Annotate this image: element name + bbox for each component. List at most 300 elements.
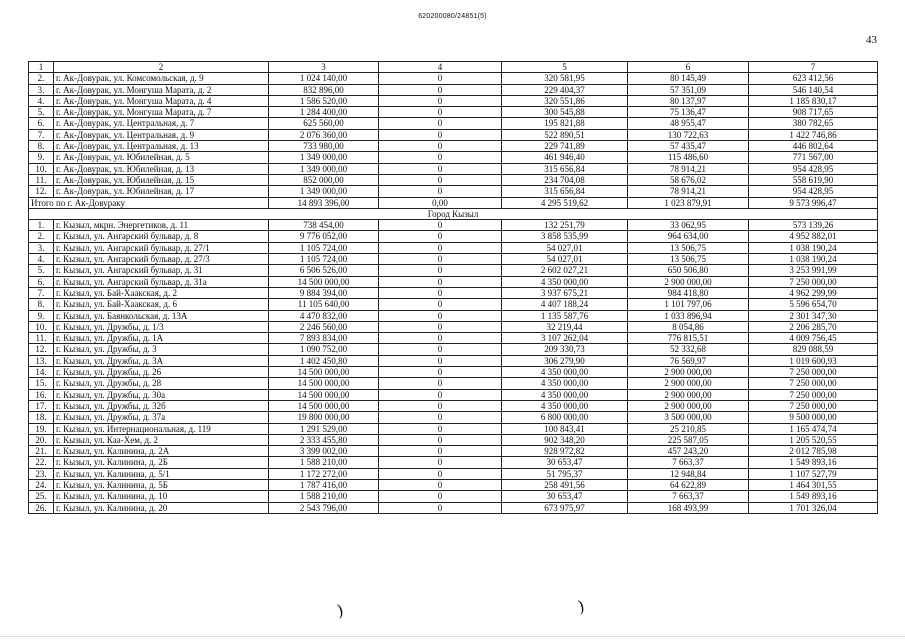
owners-funds-cell: 1 038 190,24 — [749, 254, 878, 265]
row-number-cell: 5. — [29, 107, 54, 118]
address-cell: г. Кызыл, ул. Калинина, д. 5/1 — [54, 468, 269, 479]
owners-funds-cell: 829 088,59 — [749, 344, 878, 355]
row-number-cell: 8. — [29, 299, 54, 310]
owners-funds-cell: 380 782,65 — [749, 118, 878, 129]
municipal-budget-cell: 168 493,99 — [628, 502, 749, 513]
address-cell: г. Ак-Довурак, ул. Юбилейная, д. 17 — [54, 186, 269, 197]
total-cost-cell: 2 246 560,00 — [269, 321, 379, 332]
owners-funds-cell: 1 549 893,16 — [749, 491, 878, 502]
row-number-cell: 20. — [29, 434, 54, 445]
municipal-budget-cell: 52 332,68 — [628, 344, 749, 355]
republic-budget-cell: 315 656,84 — [502, 163, 628, 174]
section-header-row — [29, 208, 878, 219]
republic-budget-cell: 229 404,37 — [502, 84, 628, 95]
republic-budget-cell: 6 800 000,00 — [502, 412, 628, 423]
table-row — [29, 152, 878, 163]
fund-cell: 0 — [379, 434, 502, 445]
row-number-cell: 21. — [29, 446, 54, 457]
municipal-budget-cell: 984 418,80 — [628, 287, 749, 298]
fund-cell: 0 — [379, 446, 502, 457]
total-cost-cell: 852 000,00 — [269, 174, 379, 185]
fund-cell: 0 — [379, 344, 502, 355]
republic-budget-cell: 54 027,01 — [502, 254, 628, 265]
total-cost-cell: 1 090 752,00 — [269, 344, 379, 355]
owners-funds-cell: 4 009 756,45 — [749, 333, 878, 344]
fund-cell: 0 — [379, 333, 502, 344]
republic-budget-cell: 4 407 188,24 — [502, 299, 628, 310]
table-row — [29, 479, 878, 490]
table-row — [29, 423, 878, 434]
municipal-budget-cell: 80 137,97 — [628, 95, 749, 106]
address-cell: г. Кызыл, ул. Ангарский бульвар, д. 31 — [54, 265, 269, 276]
owners-funds-cell: 954 428,95 — [749, 186, 878, 197]
municipal-budget-cell: 78 914,21 — [628, 163, 749, 174]
total-cost-cell: 1 284 400,00 — [269, 107, 379, 118]
row-number-cell: 7. — [29, 129, 54, 140]
fund-cell: 0 — [379, 310, 502, 321]
republic-budget-cell: 4 295 519,62 — [502, 197, 628, 208]
owners-funds-cell: 2 301 347,30 — [749, 310, 878, 321]
row-number-cell: 3. — [29, 242, 54, 253]
municipal-budget-cell: 1 033 896,94 — [628, 310, 749, 321]
address-cell: г. Кызыл, ул. Ангарский бульвар, д. 27/1 — [54, 242, 269, 253]
scan-edge — [0, 636, 905, 637]
address-cell: г. Кызыл, ул. Дружбы, д. 1А — [54, 333, 269, 344]
republic-budget-cell: 4 350 000,00 — [502, 378, 628, 389]
owners-funds-cell: 1 107 527,79 — [749, 468, 878, 479]
total-cost-cell: 1 105 724,00 — [269, 254, 379, 265]
row-number-cell: 12. — [29, 344, 54, 355]
row-number-cell: 23. — [29, 468, 54, 479]
address-cell: г. Ак-Довурак, ул. Монгуша Марата, д. 2 — [54, 84, 269, 95]
address-cell: г. Кызыл, ул. Калинина, д. 2А — [54, 446, 269, 457]
table-row — [29, 502, 878, 513]
fund-cell: 0 — [379, 378, 502, 389]
table-row — [29, 129, 878, 140]
table-row — [29, 73, 878, 84]
municipal-budget-cell: 650 506,80 — [628, 265, 749, 276]
fund-cell: 0 — [379, 265, 502, 276]
fund-cell: 0 — [379, 254, 502, 265]
fund-cell: 0 — [379, 84, 502, 95]
owners-funds-cell: 446 802,64 — [749, 141, 878, 152]
table-row — [29, 118, 878, 129]
owners-funds-cell: 558 619,90 — [749, 174, 878, 185]
total-cost-cell: 19 800 000,00 — [269, 412, 379, 423]
fund-cell: 0 — [379, 242, 502, 253]
table-row — [29, 141, 878, 152]
address-cell: г. Кызыл, ул. Дружбы, д. 37а — [54, 412, 269, 423]
republic-budget-cell: 522 890,51 — [502, 129, 628, 140]
owners-funds-cell: 623 412,56 — [749, 73, 878, 84]
owners-funds-cell: 4 952 882,01 — [749, 231, 878, 242]
row-number-cell: 11. — [29, 174, 54, 185]
municipal-budget-cell: 57 351,09 — [628, 84, 749, 95]
owners-funds-cell: 7 250 000,00 — [749, 276, 878, 287]
table-row — [29, 276, 878, 287]
row-number-cell: 7. — [29, 287, 54, 298]
row-number-cell: 2. — [29, 231, 54, 242]
address-cell: г. Ак-Довурак, ул. Юбилейная, д. 15 — [54, 174, 269, 185]
header-cell: 6 — [628, 62, 749, 73]
table-row — [29, 84, 878, 95]
republic-budget-cell: 4 350 000,00 — [502, 400, 628, 411]
total-cost-cell: 9 776 052,00 — [269, 231, 379, 242]
republic-budget-cell: 320 581,95 — [502, 73, 628, 84]
owners-funds-cell: 954 428,95 — [749, 163, 878, 174]
republic-budget-cell: 4 350 000,00 — [502, 276, 628, 287]
data-table — [28, 61, 878, 514]
row-number-cell: 12. — [29, 186, 54, 197]
fund-cell: 0 — [379, 423, 502, 434]
row-number-cell: 22. — [29, 457, 54, 468]
total-cost-cell: 2 076 360,00 — [269, 129, 379, 140]
fund-cell: 0 — [379, 502, 502, 513]
table-row — [29, 367, 878, 378]
row-number-cell: 25. — [29, 491, 54, 502]
total-cost-cell: 14 500 000,00 — [269, 276, 379, 287]
table-row — [29, 389, 878, 400]
address-cell: г. Кызыл, ул. Ангарский бульвар, д. 27/3 — [54, 254, 269, 265]
total-cost-cell: 2 333 455,80 — [269, 434, 379, 445]
total-cost-cell: 1 024 140,00 — [269, 73, 379, 84]
address-cell: г. Кызыл, ул. Калинина, д. 20 — [54, 502, 269, 513]
row-number-cell: 15. — [29, 378, 54, 389]
republic-budget-cell: 32 219,44 — [502, 321, 628, 332]
republic-budget-cell: 195 821,88 — [502, 118, 628, 129]
address-cell: г. Ак-Довурак, ул. Центральная, д. 7 — [54, 118, 269, 129]
owners-funds-cell: 573 139,26 — [749, 220, 878, 231]
total-cost-cell: 1 172 272,00 — [269, 468, 379, 479]
table-row — [29, 333, 878, 344]
address-cell: г. Кызыл, ул. Дружбы, д. 32б — [54, 400, 269, 411]
municipal-budget-cell: 1 023 879,91 — [628, 197, 749, 208]
address-cell: г. Кызыл, ул. Каа-Хем, д. 2 — [54, 434, 269, 445]
address-cell: г. Кызыл, ул. Бай-Хаакская, д. 6 — [54, 299, 269, 310]
address-cell: г. Кызыл, ул. Дружбы, д. 3А — [54, 355, 269, 366]
row-number-cell: 1. — [29, 220, 54, 231]
table-body — [29, 62, 878, 514]
owners-funds-cell: 9 573 996,47 — [749, 197, 878, 208]
municipal-budget-cell: 33 062,95 — [628, 220, 749, 231]
address-cell: г. Кызыл, ул. Калинина, д. 2Б — [54, 457, 269, 468]
republic-budget-cell: 461 946,40 — [502, 152, 628, 163]
header-cell: 1 — [29, 62, 54, 73]
total-cost-cell: 1 105 724,00 — [269, 242, 379, 253]
municipal-budget-cell: 3 500 000,00 — [628, 412, 749, 423]
republic-budget-cell: 315 656,84 — [502, 186, 628, 197]
address-cell: г. Кызыл, ул. Дружбы, д. 1/3 — [54, 321, 269, 332]
owners-funds-cell: 9 500 000,00 — [749, 412, 878, 423]
fund-cell: 0 — [379, 400, 502, 411]
address-cell: г. Ак-Довурак, ул. Монгуша Марата, д. 7 — [54, 107, 269, 118]
republic-budget-cell: 3 858 535,99 — [502, 231, 628, 242]
fund-cell: 0 — [379, 367, 502, 378]
total-cost-cell: 1 588 210,00 — [269, 491, 379, 502]
owners-funds-cell: 546 140,54 — [749, 84, 878, 95]
owners-funds-cell: 7 250 000,00 — [749, 367, 878, 378]
table-row — [29, 299, 878, 310]
municipal-budget-cell: 25 210,85 — [628, 423, 749, 434]
fund-cell: 0 — [379, 457, 502, 468]
total-cost-cell: 625 560,00 — [269, 118, 379, 129]
fund-cell: 0 — [379, 276, 502, 287]
total-cost-cell: 14 893 396,00 — [269, 197, 379, 208]
owners-funds-cell: 908 717,65 — [749, 107, 878, 118]
owners-funds-cell: 1 165 474,74 — [749, 423, 878, 434]
municipal-budget-cell: 64 622,89 — [628, 479, 749, 490]
total-cost-cell: 14 500 000,00 — [269, 367, 379, 378]
total-cost-cell: 1 349 000,00 — [269, 152, 379, 163]
row-number-cell: 10. — [29, 321, 54, 332]
owners-funds-cell: 1 701 326,04 — [749, 502, 878, 513]
fund-cell: 0 — [379, 220, 502, 231]
header-cell: 5 — [502, 62, 628, 73]
address-cell: г. Кызыл, ул. Калинина, д. 10 — [54, 491, 269, 502]
owners-funds-cell: 2 206 285,70 — [749, 321, 878, 332]
municipal-budget-cell: 2 900 000,00 — [628, 276, 749, 287]
fund-cell: 0 — [379, 73, 502, 84]
owners-funds-cell: 3 253 991,99 — [749, 265, 878, 276]
address-cell: г. Кызыл, ул. Ангарский бульвар, д. 31а — [54, 276, 269, 287]
municipal-budget-cell: 130 722,63 — [628, 129, 749, 140]
address-cell: г. Кызыл, ул. Интернациональная, д. 119 — [54, 423, 269, 434]
municipal-budget-cell: 457 243,20 — [628, 446, 749, 457]
municipal-budget-cell: 78 914,21 — [628, 186, 749, 197]
municipal-budget-cell: 12 948,84 — [628, 468, 749, 479]
owners-funds-cell: 1 038 190,24 — [749, 242, 878, 253]
row-number-cell: 6. — [29, 276, 54, 287]
table-row — [29, 434, 878, 445]
municipal-budget-cell: 2 900 000,00 — [628, 400, 749, 411]
address-cell: г. Ак-Довурак, ул. Центральная, д. 9 — [54, 129, 269, 140]
municipal-budget-cell: 7 663,37 — [628, 457, 749, 468]
municipal-budget-cell: 776 815,51 — [628, 333, 749, 344]
municipal-budget-cell: 58 676,02 — [628, 174, 749, 185]
municipal-budget-cell: 80 145,49 — [628, 73, 749, 84]
municipal-budget-cell: 7 663,37 — [628, 491, 749, 502]
fund-cell: 0 — [379, 389, 502, 400]
republic-budget-cell: 2 602 027,21 — [502, 265, 628, 276]
owners-funds-cell: 1 205 520,55 — [749, 434, 878, 445]
municipal-budget-cell: 76 569,97 — [628, 355, 749, 366]
total-cost-cell: 1 291 529,00 — [269, 423, 379, 434]
municipal-budget-cell: 48 955,47 — [628, 118, 749, 129]
fund-cell: 0 — [379, 174, 502, 185]
republic-budget-cell: 928 972,82 — [502, 446, 628, 457]
total-cost-cell: 3 399 002,00 — [269, 446, 379, 457]
republic-budget-cell: 234 704,08 — [502, 174, 628, 185]
row-number-cell: 26. — [29, 502, 54, 513]
fund-cell: 0 — [379, 412, 502, 423]
republic-budget-cell: 100 843,41 — [502, 423, 628, 434]
fund-cell: 0 — [379, 479, 502, 490]
total-cost-cell: 1 787 416,00 — [269, 479, 379, 490]
total-cost-cell: 1 586 520,00 — [269, 95, 379, 106]
address-cell: г. Ак-Довурак, ул. Юбилейная, д. 13 — [54, 163, 269, 174]
republic-budget-cell: 4 350 000,00 — [502, 389, 628, 400]
republic-budget-cell: 30 653,47 — [502, 457, 628, 468]
fund-cell: 0 — [379, 287, 502, 298]
total-cost-cell: 738 454,00 — [269, 220, 379, 231]
table-row — [29, 287, 878, 298]
total-cost-cell: 6 506 526,00 — [269, 265, 379, 276]
owners-funds-cell: 1 549 893,16 — [749, 457, 878, 468]
fund-cell: 0 — [379, 299, 502, 310]
total-cost-cell: 832 896,00 — [269, 84, 379, 95]
municipal-budget-cell: 2 900 000,00 — [628, 389, 749, 400]
header-cell: 3 — [269, 62, 379, 73]
republic-budget-cell: 3 107 262,04 — [502, 333, 628, 344]
owners-funds-cell: 1 185 830,17 — [749, 95, 878, 106]
address-cell: г. Кызыл, ул. Ангарский бульвар, д. 8 — [54, 231, 269, 242]
municipal-budget-cell: 8 054,86 — [628, 321, 749, 332]
fund-cell: 0 — [379, 355, 502, 366]
table-row — [29, 412, 878, 423]
fund-cell: 0 — [379, 118, 502, 129]
table-row — [29, 355, 878, 366]
header-cell: 4 — [379, 62, 502, 73]
owners-funds-cell: 1 422 746,86 — [749, 129, 878, 140]
address-cell: г. Кызыл, ул. Дружбы, д. 30а — [54, 389, 269, 400]
total-cost-cell: 1 588 210,00 — [269, 457, 379, 468]
table-row — [29, 400, 878, 411]
table-row — [29, 242, 878, 253]
row-number-cell: 19. — [29, 423, 54, 434]
table-row — [29, 231, 878, 242]
row-number-cell: 13. — [29, 355, 54, 366]
total-cost-cell: 11 105 640,00 — [269, 299, 379, 310]
total-cost-cell: 1 349 000,00 — [269, 186, 379, 197]
document-id: 620200080/24851(5) — [418, 13, 487, 20]
fund-cell: 0 — [379, 141, 502, 152]
row-number-cell: 4. — [29, 95, 54, 106]
municipal-budget-cell: 13 506,75 — [628, 254, 749, 265]
republic-budget-cell: 229 741,89 — [502, 141, 628, 152]
owners-funds-cell: 5 596 654,70 — [749, 299, 878, 310]
fund-cell: 0 — [379, 95, 502, 106]
row-number-cell: 2. — [29, 73, 54, 84]
row-number-cell: 18. — [29, 412, 54, 423]
row-number-cell: 24. — [29, 479, 54, 490]
row-number-cell: 6. — [29, 118, 54, 129]
table-row — [29, 95, 878, 106]
municipal-budget-cell: 57 435,47 — [628, 141, 749, 152]
republic-budget-cell: 1 135 587,76 — [502, 310, 628, 321]
total-cost-cell: 14 500 000,00 — [269, 378, 379, 389]
address-cell: г. Ак-Довурак, ул. Центральная, д. 13 — [54, 141, 269, 152]
owners-funds-cell: 7 250 000,00 — [749, 400, 878, 411]
table-row — [29, 265, 878, 276]
table-row — [29, 491, 878, 502]
row-number-cell: 16. — [29, 389, 54, 400]
owners-funds-cell: 2 012 785,98 — [749, 446, 878, 457]
republic-budget-cell: 306 279,90 — [502, 355, 628, 366]
municipal-budget-cell: 75 136,47 — [628, 107, 749, 118]
row-number-cell: 4. — [29, 254, 54, 265]
row-number-cell: 3. — [29, 84, 54, 95]
municipal-budget-cell: 225 587,05 — [628, 434, 749, 445]
municipal-budget-cell: 964 634,00 — [628, 231, 749, 242]
republic-budget-cell: 320 551,86 — [502, 95, 628, 106]
republic-budget-cell: 209 330,73 — [502, 344, 628, 355]
address-cell: г. Кызыл, ул. Калинина, д. 5Б — [54, 479, 269, 490]
owners-funds-cell: 4 962 299,99 — [749, 287, 878, 298]
address-cell: г. Кызыл, ул. Дружбы, д. 3 — [54, 344, 269, 355]
fund-cell: 0 — [379, 152, 502, 163]
page-number: 43 — [866, 34, 877, 46]
total-cost-cell: 1 402 450,80 — [269, 355, 379, 366]
table-row — [29, 220, 878, 231]
republic-budget-cell: 30 653,47 — [502, 491, 628, 502]
address-cell: г. Кызыл, ул. Дружбы, д. 28 — [54, 378, 269, 389]
republic-budget-cell: 258 491,56 — [502, 479, 628, 490]
fund-cell: 0 — [379, 186, 502, 197]
address-cell: г. Ак-Довурак, ул. Монгуша Марата, д. 4 — [54, 95, 269, 106]
total-cost-cell: 2 543 796,00 — [269, 502, 379, 513]
header-cell: 2 — [54, 62, 269, 73]
total-row — [29, 197, 878, 208]
republic-budget-cell: 132 251,79 — [502, 220, 628, 231]
total-cost-cell: 4 470 832,00 — [269, 310, 379, 321]
fund-cell: 0,00 — [379, 197, 502, 208]
table-row — [29, 457, 878, 468]
total-label-cell: Итого по г. Ак-Довураку — [29, 197, 269, 208]
handwritten-mark: ) — [335, 600, 346, 621]
row-number-cell: 9. — [29, 152, 54, 163]
table-row — [29, 344, 878, 355]
header-cell: 7 — [749, 62, 878, 73]
total-cost-cell: 14 500 000,00 — [269, 389, 379, 400]
municipal-budget-cell: 13 506,75 — [628, 242, 749, 253]
fund-cell: 0 — [379, 107, 502, 118]
fund-cell: 0 — [379, 129, 502, 140]
row-number-cell: 11. — [29, 333, 54, 344]
table-row — [29, 468, 878, 479]
total-cost-cell: 9 884 394,00 — [269, 287, 379, 298]
table-row — [29, 174, 878, 185]
municipal-budget-cell: 1 101 797,06 — [628, 299, 749, 310]
row-number-cell: 17. — [29, 400, 54, 411]
address-cell: г. Ак-Довурак, ул. Юбилейная, д. 5 — [54, 152, 269, 163]
owners-funds-cell: 771 567,00 — [749, 152, 878, 163]
total-cost-cell: 7 893 834,00 — [269, 333, 379, 344]
fund-cell: 0 — [379, 163, 502, 174]
fund-cell: 0 — [379, 491, 502, 502]
row-number-cell: 9. — [29, 310, 54, 321]
republic-budget-cell: 4 350 000,00 — [502, 367, 628, 378]
total-cost-cell: 1 349 000,00 — [269, 163, 379, 174]
republic-budget-cell: 902 348,20 — [502, 434, 628, 445]
table-row — [29, 107, 878, 118]
owners-funds-cell: 7 250 000,00 — [749, 378, 878, 389]
municipal-budget-cell: 2 900 000,00 — [628, 367, 749, 378]
republic-budget-cell: 300 545,88 — [502, 107, 628, 118]
header-row — [29, 62, 878, 73]
address-cell: г. Кызыл, ул. Бай-Хаакская, д. 2 — [54, 287, 269, 298]
total-cost-cell: 733 980,00 — [269, 141, 379, 152]
republic-budget-cell: 3 937 675,21 — [502, 287, 628, 298]
table-row — [29, 254, 878, 265]
section-title-cell: Город Кызыл — [29, 208, 878, 219]
owners-funds-cell: 7 250 000,00 — [749, 389, 878, 400]
address-cell: г. Кызыл, ул. Дружбы, д. 26 — [54, 367, 269, 378]
row-number-cell: 10. — [29, 163, 54, 174]
address-cell: г. Ак-Довурак, ул. Комсомольская, д. 9 — [54, 73, 269, 84]
row-number-cell: 8. — [29, 141, 54, 152]
handwritten-mark: ) — [576, 596, 587, 617]
republic-budget-cell: 673 975,97 — [502, 502, 628, 513]
